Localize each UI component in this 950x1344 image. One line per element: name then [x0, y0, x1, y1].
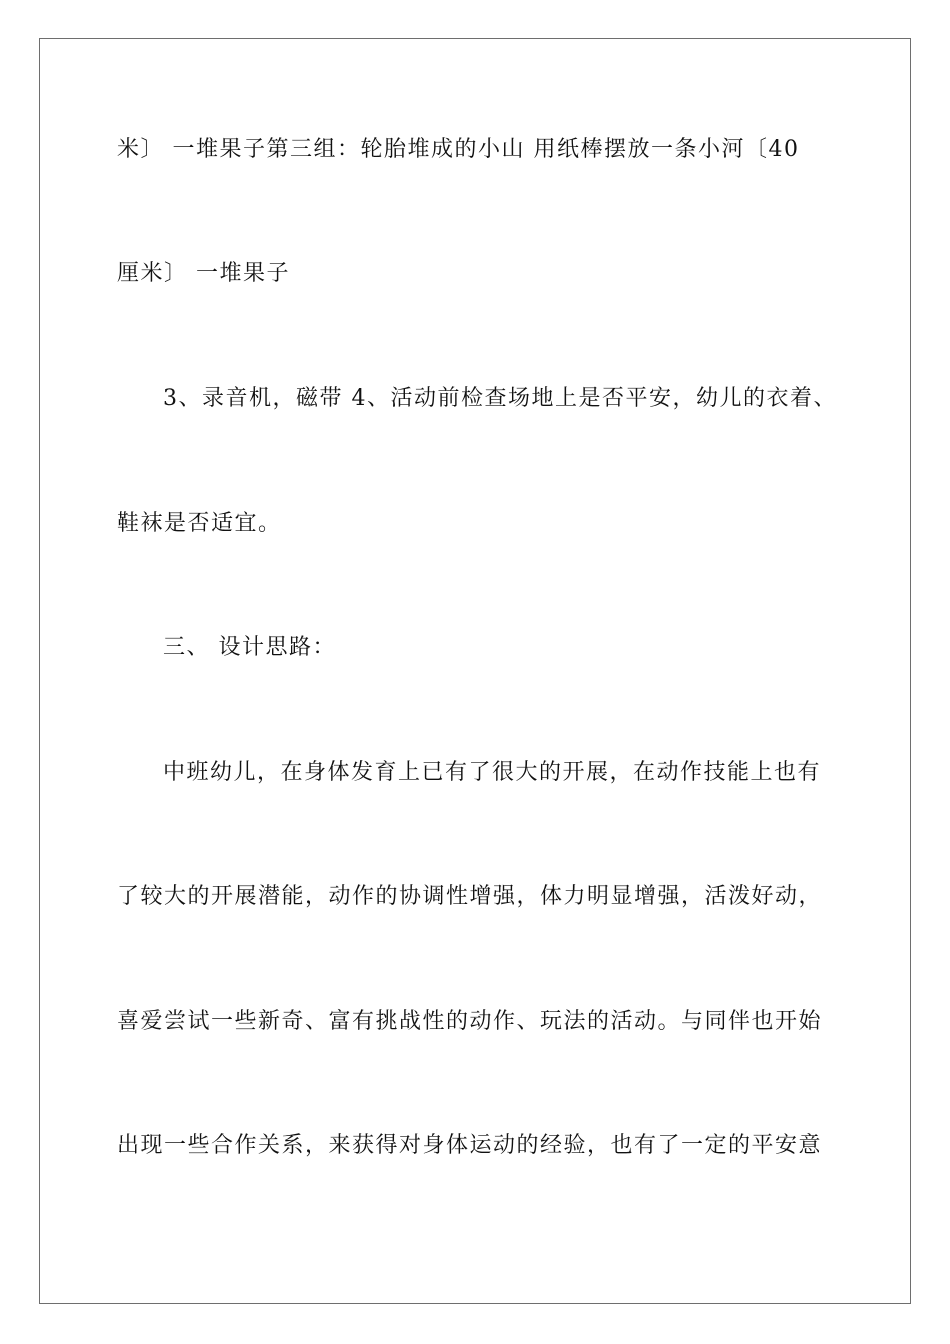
paragraph-line-9: 出现一些合作关系，来获得对身体运动的经验，也有了一定的平安意	[117, 1133, 823, 1158]
paragraph-line-8: 喜爱尝试一些新奇、富有挑战性的动作、玩法的活动。与同伴也开始	[117, 1009, 823, 1034]
paragraph-line-2: 厘米〕 一堆果子	[117, 261, 290, 286]
page-border	[39, 38, 911, 1304]
paragraph-line-4: 鞋袜是否适宜。	[117, 511, 282, 536]
section-heading: 三、 设计思路：	[163, 635, 336, 660]
paragraph-line-7: 了较大的开展潜能，动作的协调性增强，体力明显增强，活泼好动，	[117, 884, 823, 909]
paragraph-line-1: 米〕 一堆果子第三组：轮胎堆成的小山 用纸棒摆放一条小河〔40	[117, 137, 800, 162]
paragraph-line-6: 中班幼儿，在身体发育上已有了很大的开展，在动作技能上也有	[163, 760, 822, 785]
paragraph-line-3: 3、录音机，磁带 4、活动前检查场地上是否平安，幼儿的衣着、	[163, 386, 837, 411]
